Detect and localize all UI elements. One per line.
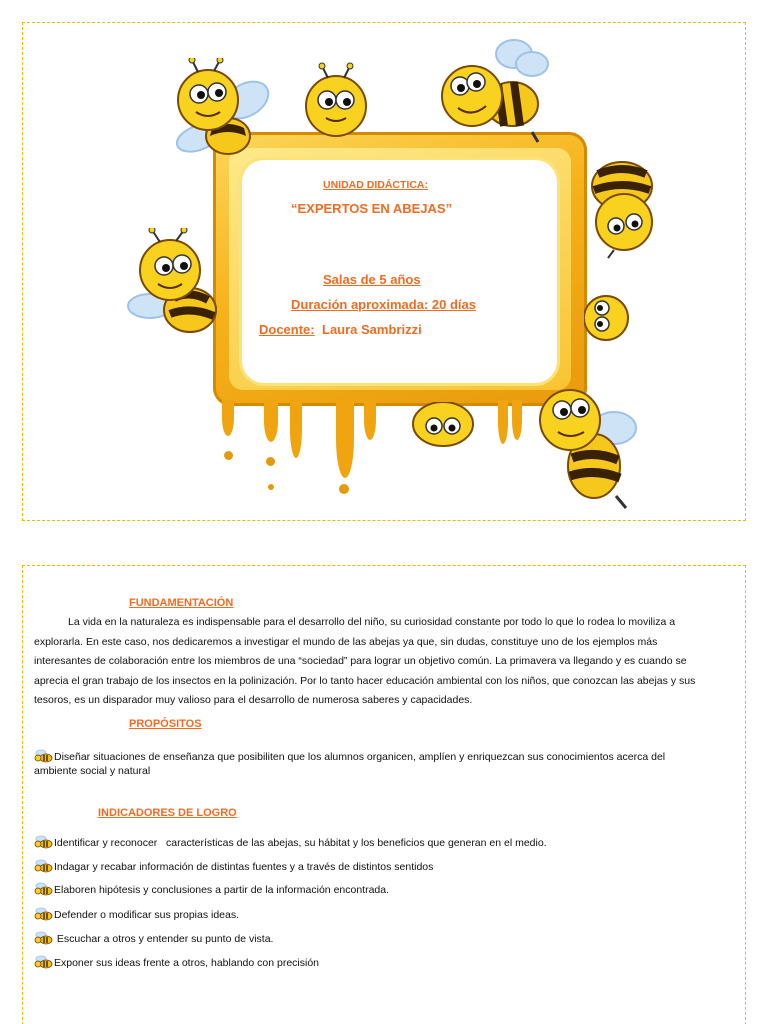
- indicador-item: [34, 859, 734, 874]
- proposito-item-continuation: ambiente social y natural: [34, 765, 151, 777]
- bee-icon: [300, 62, 372, 142]
- honey-drip: [364, 400, 376, 440]
- bee-bullet-icon: [34, 955, 54, 969]
- indicadores-heading: INDICADORES DE LOGRO: [98, 807, 237, 819]
- indicador-item: [34, 882, 734, 897]
- indicador-text: Exponer sus ideas frente a otros, hablando con precisión: [54, 957, 319, 969]
- indicador-item: [34, 955, 734, 970]
- honey-drip: [512, 400, 522, 440]
- teacher-name: Laura Sambrizzi: [322, 322, 422, 337]
- fundamentacion-heading: FUNDAMENTACIÓN: [129, 597, 234, 609]
- proposito-item: Diseñar situaciones de enseñanza que posibiliten que los alumnos organicen, amplíen y enriquezcan sus conocimientos acerca del: [34, 749, 734, 764]
- paragraph-line: aprecia el gran trabajo de los insectos en la polinización. Por lo tanto hacer educación ambiental con los niños, que conozcan las abejas y sus: [34, 674, 696, 687]
- indicador-text: Elaboren hipótesis y conclusiones a partir de la información encontrada.: [54, 884, 390, 896]
- teacher-label: Docente:: [259, 322, 315, 337]
- indicador-text: Identificar y reconocer características de las abejas, su hábitat y los beneficios que generan en el medio.: [54, 837, 547, 849]
- honey-drop: [268, 484, 274, 490]
- indicador-item: [34, 835, 734, 850]
- bee-icon: [582, 150, 666, 260]
- bee-bullet-icon: [34, 859, 54, 873]
- honey-drip: [222, 400, 234, 436]
- indicador-text: Indagar y recabar información de distintas fuentes y a través de distintos sentidos: [54, 861, 434, 873]
- fundamentacion-paragraph: [34, 613, 732, 711]
- indicador-text: Defender o modificar sus propias ideas.: [54, 909, 240, 921]
- indicador-text: Escuchar a otros y entender su punto de vista.: [54, 933, 274, 945]
- bee-icon: [584, 284, 630, 354]
- bee-bullet-icon: [34, 931, 54, 945]
- honey-drip: [336, 400, 354, 478]
- duration-text: Duración aproximada: 20 días: [291, 297, 476, 312]
- paragraph-line: tesoros, es un disparador muy valioso para el desarrollo de numerosa saberes y capacidades.: [34, 694, 473, 706]
- propositos-heading: PROPÓSITOS: [129, 718, 202, 730]
- honey-drip: [264, 400, 278, 442]
- honey-drop: [224, 451, 233, 460]
- honey-drop: [266, 457, 275, 466]
- indicador-item: [34, 931, 734, 946]
- bee-icon: [428, 34, 558, 146]
- bee-bullet-icon: [34, 882, 54, 896]
- honey-drip: [290, 400, 302, 458]
- bee-icon: [410, 402, 476, 450]
- bee-icon: [126, 228, 226, 344]
- paragraph-line: explorarla. En este caso, nos dedicaremos a investigar el mundo de las abejas ya que, sin dudas, constituye uno de los ejemplos más: [34, 635, 658, 648]
- unit-label: UNIDAD DIDÁCTICA:: [323, 179, 428, 191]
- bee-bullet-icon: [34, 749, 54, 763]
- honey-drop: [339, 484, 349, 494]
- indicador-item: [34, 907, 734, 922]
- grade-text: Salas de 5 años: [323, 272, 421, 287]
- paragraph-line: La vida en la naturaleza es indispensable para el desarrollo del niño, su curiosidad constante por todo lo que lo rodea lo moviliza a: [68, 616, 676, 628]
- bee-icon: [168, 58, 278, 168]
- honey-drip: [498, 400, 508, 444]
- bee-bullet-icon: [34, 907, 54, 921]
- unit-title: “EXPERTOS EN ABEJAS”: [291, 201, 453, 216]
- bee-icon: [530, 380, 640, 512]
- bee-bullet-icon: [34, 835, 54, 849]
- paragraph-line: interesantes de colaboración entre los miembros de una “sociedad” para lograr un objetivo común. La primavera va llegando y es cuando se: [34, 655, 687, 667]
